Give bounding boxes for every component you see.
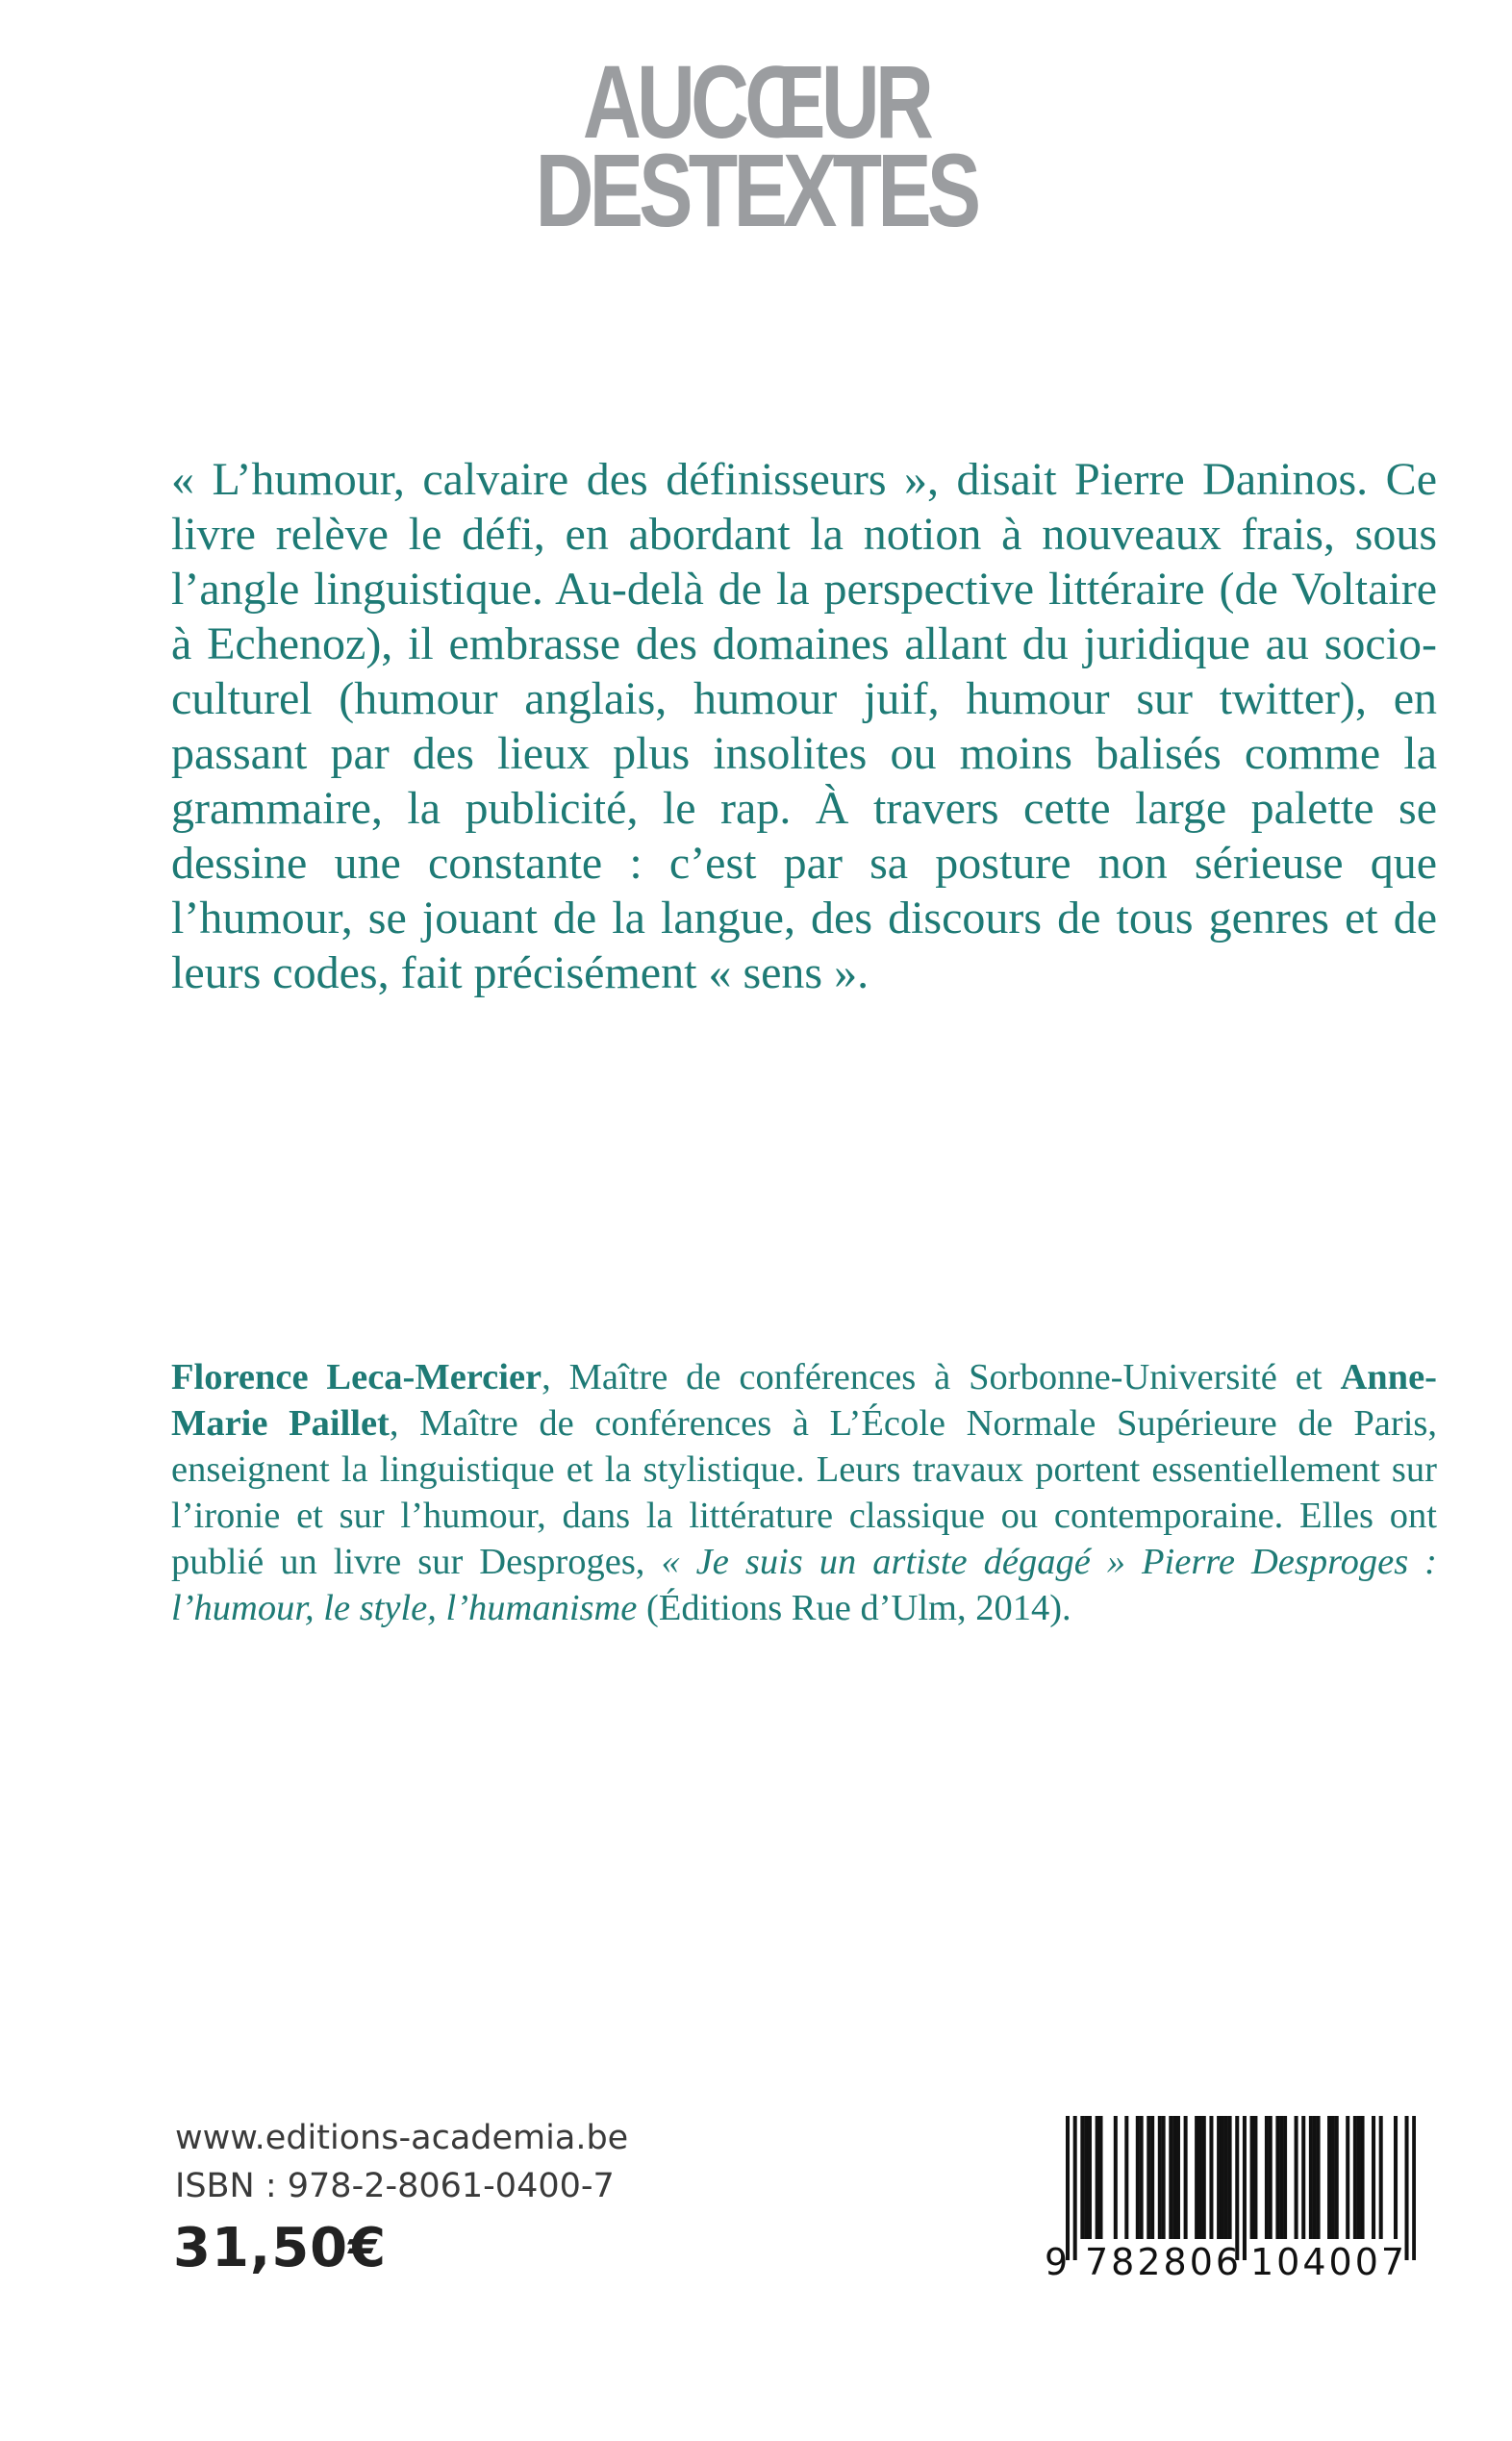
barcode-bar (1313, 2116, 1317, 2239)
series-logo-line2: DESTEXTES (535, 132, 977, 248)
barcode-digits (1045, 2241, 1424, 2291)
book-summary: « L’humour, calvaire des définisseurs », disait Pierre Daninos. Ce livre relève le défi, en abordant la notion à nouveaux frais, sous l’angle linguistique. Au-delà de la perspective littéraire (de Voltaire à Echenoz), il embrasse des domaines allant du juridique au socio-culturel (humour anglais, humour juif, humour sur twitter), en passant par des lieux plus insolites ou moins balisés comme la grammaire, la publicité, le rap. À travers cette large palette se dessine une constante : c’est par sa posture non sérieuse que l’humour, se jouant de la langue, des discours de tous genres et de leurs codes, fait précisément « sens ». (171, 454, 1437, 998)
bio-text-2: , Maître de conférences à L’École Normale Supérieure de Paris, enseignent la linguistique et la stylistique. Leurs travaux portent essentiellement sur l’ironie et sur l’humour, dans la littérature classique ou contemporaine. Elles ont publié un livre sur Desproges, (171, 1403, 1437, 1582)
barcode-bar (1372, 2116, 1375, 2239)
barcode-bar (1066, 2116, 1070, 2260)
publisher-website: www.editions-academia.be (175, 2119, 629, 2157)
isbn-barcode (1045, 2108, 1424, 2291)
barcode-bar (1357, 2116, 1361, 2239)
barcode-bar (1394, 2116, 1398, 2239)
barcode-bar (1250, 2116, 1254, 2239)
barcode-bar (1346, 2116, 1349, 2239)
barcode-bar (1147, 2116, 1150, 2239)
barcode-bar (1405, 2116, 1409, 2260)
barcode-bar (1243, 2116, 1247, 2260)
author-name-1: Florence Leca-Mercier (171, 1357, 542, 1397)
barcode-bar (1228, 2116, 1232, 2239)
referenced-book-title: « Je suis un artiste dégagé » Pierre Desproges : l’humour, le style, l’humanisme (171, 1542, 1438, 1628)
barcode-first-digit: 9 (1045, 2241, 1069, 2283)
barcode-left-group: 782806 (1085, 2241, 1243, 2283)
barcode-bar (1269, 2116, 1273, 2239)
barcode-bar (1198, 2116, 1202, 2239)
barcode-bar (1084, 2116, 1088, 2239)
barcode-bar (1217, 2116, 1221, 2239)
bio-text-3: (Éditions Rue d’Ulm, 2014). (637, 1588, 1071, 1628)
barcode-bar (1202, 2116, 1206, 2239)
barcode-bar (1275, 2116, 1279, 2239)
barcode-bar (1140, 2116, 1144, 2239)
barcode-bar (1221, 2116, 1224, 2239)
barcode-bar (1088, 2116, 1092, 2239)
barcode-bar (1301, 2116, 1305, 2239)
barcode-bar (1080, 2116, 1084, 2239)
barcode-bar (1124, 2116, 1128, 2239)
publisher-imprint (175, 2114, 628, 2210)
barcode-bar (1353, 2116, 1357, 2239)
barcode-bars (1066, 2116, 1416, 2260)
barcode-bar (1158, 2116, 1162, 2239)
barcode-bar (1195, 2116, 1198, 2239)
barcode-bar (1335, 2116, 1339, 2239)
barcode-bar (1114, 2116, 1118, 2239)
author-name-2: Anne-Marie Paillet (171, 1357, 1437, 1444)
series-logo-line1: AUCŒUR (582, 43, 930, 160)
barcode-bar (1176, 2116, 1180, 2239)
bio-text-1: , Maître de conférences à Sorbonne-Université et (542, 1357, 1341, 1397)
barcode-bar (1265, 2116, 1269, 2239)
barcode-bar (1098, 2116, 1102, 2239)
barcode-bar (1295, 2116, 1298, 2239)
barcode-bar (1309, 2116, 1313, 2239)
barcode-bar (1253, 2116, 1257, 2239)
barcode-bar (1209, 2116, 1213, 2239)
barcode-bar (1327, 2116, 1331, 2239)
barcode-bar (1136, 2116, 1140, 2239)
barcode-bar (1279, 2116, 1283, 2239)
barcode-bar (1073, 2116, 1077, 2260)
barcode-bar (1224, 2116, 1228, 2239)
barcode-bar (1150, 2116, 1154, 2239)
book-price: 31,50€ (173, 2217, 388, 2279)
series-logo (0, 43, 1512, 248)
isbn-number: ISBN : 978-2-8061-0400-7 (175, 2167, 615, 2205)
barcode-bar (1172, 2116, 1176, 2239)
barcode-right-group: 104007 (1250, 2241, 1408, 2283)
barcode-bar (1412, 2116, 1416, 2260)
barcode-bar (1379, 2116, 1383, 2239)
barcode-bar (1096, 2116, 1099, 2239)
barcode-bar (1283, 2116, 1287, 2239)
barcode-bar (1361, 2116, 1365, 2239)
author-bio (171, 1354, 1437, 1631)
barcode-bar (1317, 2116, 1321, 2239)
barcode-bar (1184, 2116, 1188, 2239)
barcode-bar (1235, 2116, 1239, 2260)
barcode-bar (1162, 2116, 1166, 2239)
barcode-bar (1331, 2116, 1335, 2239)
barcode-bar (1169, 2116, 1172, 2239)
